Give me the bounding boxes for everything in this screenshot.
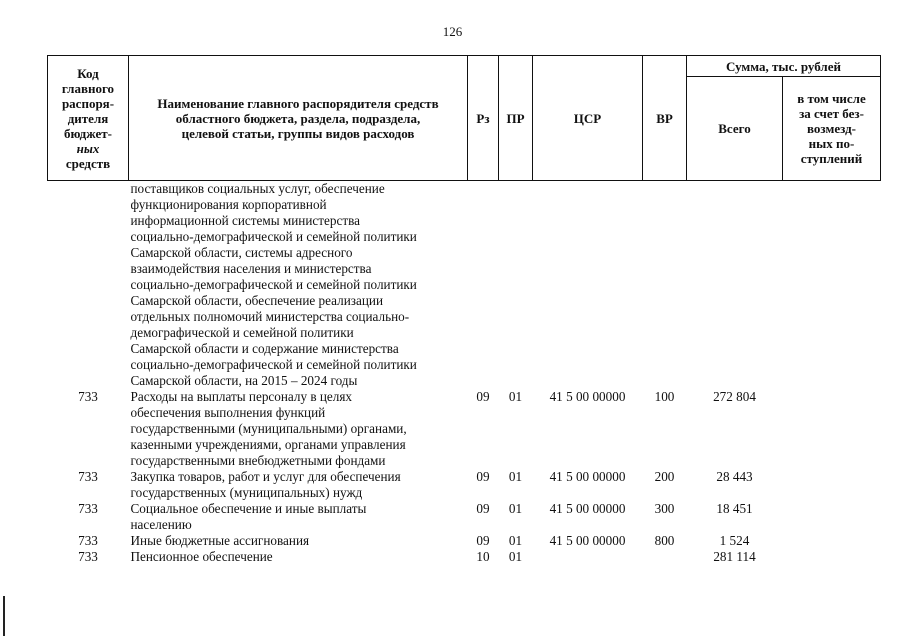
row-code: 733: [78, 389, 98, 404]
row-code: 733: [78, 469, 98, 484]
continuation-name: поставщиков социальных услуг, обеспечение функционирования корпоративной информационной системы министерства социально-демографической и семейной политики Самарской области, системы адресного взаимодействия населения и министерства социально-демографической и семейной политики Самарской области, обеспечение реализации отдельных полномочий министерства социально- демографической и семейной политики Самарской области и содержание министерства социально-демографической и семейной политики Самарской области, на 2015 – 2024 годы: [130, 181, 417, 388]
table-row: [48, 533, 881, 549]
table-row: [48, 469, 881, 501]
row-rz: 10: [476, 549, 490, 564]
budget-table: [47, 55, 881, 565]
row-pr: 01: [508, 389, 523, 404]
row-csr: 41 5 00 00000: [549, 533, 626, 548]
row-total: 281 114: [713, 549, 756, 564]
header-row-top: [48, 56, 881, 77]
row-rz: 09: [476, 389, 490, 404]
row-rz: 09: [476, 533, 490, 548]
row-code: 733: [78, 501, 98, 516]
header-name-lines: Наименование главного распорядителя средств областного бюджета, раздела, подраздела, целевой статьи, группы видов расходов: [157, 95, 439, 141]
header-incl: [783, 77, 881, 181]
table-row: [48, 549, 881, 565]
row-rz: 09: [476, 469, 490, 484]
header-rz: Рз: [468, 56, 499, 181]
row-rz: 09: [476, 501, 490, 516]
row-total: 18 451: [716, 501, 753, 516]
row-vr: 200: [654, 469, 675, 484]
row-total: 1 524: [719, 533, 750, 548]
row-vr: [643, 549, 687, 565]
table-row: [48, 501, 881, 533]
row-pr: 01: [508, 501, 523, 516]
row-incl: [783, 501, 881, 533]
row-csr: 41 5 00 00000: [549, 469, 626, 484]
header-csr: ЦСР: [533, 56, 643, 181]
row-name: Социальное обеспечение и иные выплаты населению: [130, 501, 367, 532]
header-total: Всего: [687, 77, 783, 181]
continuation-code: [48, 181, 129, 390]
row-vr: 300: [654, 501, 675, 516]
row-name: Закупка товаров, работ и услуг для обеспечения государственных (муниципальных) нужд: [130, 469, 401, 500]
row-pr: 01: [508, 549, 523, 564]
header-vr: ВР: [643, 56, 687, 181]
row-incl: [783, 389, 881, 469]
continuation-row: [48, 181, 881, 390]
row-vr: 100: [654, 389, 675, 404]
row-csr: [533, 549, 643, 565]
row-name: Расходы на выплаты персоналу в целях обеспечения выполнения функций государственными (муниципальными) органами, казенными учреждениями, органами управления государственными внебюджетными фондами: [130, 389, 407, 468]
row-csr: 41 5 00 00000: [549, 389, 626, 404]
row-pr: 01: [508, 469, 523, 484]
row-name: Пенсионное обеспечение: [130, 549, 273, 564]
header-pr: ПР: [499, 56, 533, 181]
scan-edge-mark: [3, 596, 5, 636]
row-name: Иные бюджетные ассигнования: [130, 533, 310, 548]
row-pr: 01: [508, 533, 523, 548]
header-sum: Сумма, тыс. рублей: [687, 56, 881, 77]
header-code: [48, 56, 129, 181]
header-code-lines: Код главного распоря- дителя бюджет- ных средств: [61, 65, 115, 171]
row-vr: 800: [654, 533, 675, 548]
page-number: 126: [442, 24, 463, 39]
header-name: [129, 56, 468, 181]
row-incl: [783, 469, 881, 501]
row-csr: 41 5 00 00000: [549, 501, 626, 516]
row-code: 733: [78, 533, 98, 548]
row-total: 272 804: [713, 389, 756, 404]
header-incl-lines: в том числе за счет без- возмезд- ных по- ступлений: [797, 91, 866, 166]
row-code: 733: [78, 549, 98, 564]
row-total: 28 443: [716, 469, 753, 484]
table-row: [48, 389, 881, 469]
row-incl: [783, 549, 881, 565]
row-incl: [783, 533, 881, 549]
